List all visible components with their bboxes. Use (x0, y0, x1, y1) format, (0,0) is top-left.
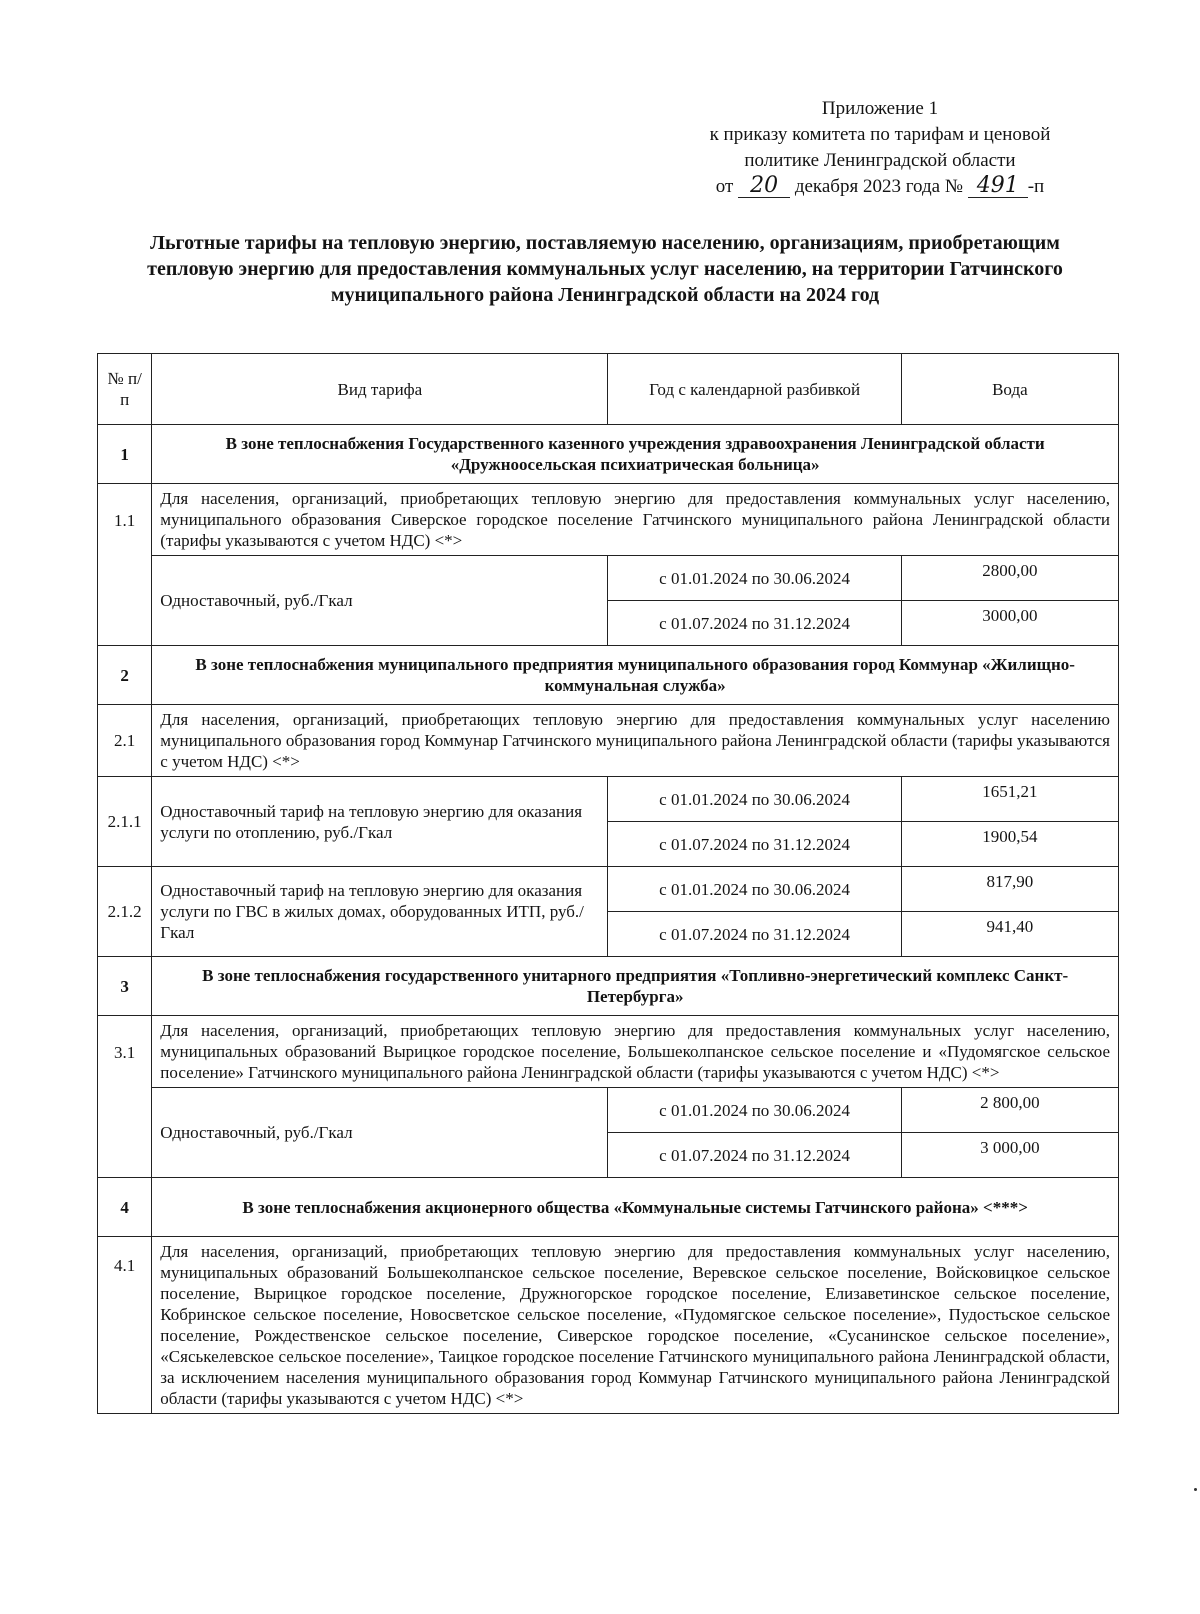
document-title: Льготные тарифы на тепловую энергию, поставляемую населению, организациям, приобретающим тепловую энергию для предоставления коммунальных услуг населению, на территории Гатчинского муниципального района Ленинградской области на 2024 год (147, 232, 1063, 306)
subsection-description: Для населения, организаций, приобретающих тепловую энергию для предоставления коммунальных услуг населению, муниципальных образований Вырицкое городское поселение, Большеколпанское сельское поселение и «Пудомягское сельское поселение» Гатчинского муниципального района Ленинградской области (тарифы указываются с учетом НДС) <*> (152, 1016, 1119, 1088)
appendix-date-line (640, 174, 1120, 200)
tariff-kind: Одноставочный тариф на тепловую энергию для оказания услуги по отоплению, руб./Гкал (152, 777, 608, 867)
appendix-committee: политике Ленинградской области (744, 150, 1016, 171)
tariff-value: 817,90 (901, 867, 1118, 912)
handwritten-day: 20 (738, 175, 790, 198)
subsection-description: Для населения, организаций, приобретающих тепловую энергию для предоставления коммунальных услуг населению, муниципального образования Сиверское городское поселение Гатчинского муниципального района Ленинградской области (тарифы указываются с учетом НДС) <*> (152, 484, 1119, 556)
tariff-period: с 01.01.2024 по 30.06.2024 (608, 1088, 901, 1133)
tariff-row (98, 556, 1119, 601)
tariff-row (98, 777, 1119, 822)
subsection-num: 3.1 (98, 1016, 152, 1178)
zone-title: В зоне теплоснабжения государственного унитарного предприятия «Топливно-энергетический комплекс Санкт-Петербурга» (152, 957, 1119, 1016)
zone-num: 3 (98, 957, 152, 1016)
tariff-value: 2800,00 (901, 556, 1118, 601)
tariff-period: с 01.01.2024 по 30.06.2024 (608, 867, 901, 912)
subsection-row (98, 1237, 1119, 1414)
tariff-kind: Одноставочный тариф на тепловую энергию для оказания услуги по ГВС в жилых домах, оборудованных ИТП, руб./Гкал (152, 867, 608, 957)
subsection-row (98, 705, 1119, 777)
subsection-row (98, 1016, 1119, 1088)
tariff-period: с 01.07.2024 по 31.12.2024 (608, 1133, 901, 1178)
zone-title: В зоне теплоснабжения акционерного общества «Коммунальные системы Гатчинского района» <***> (152, 1178, 1119, 1237)
subsection-description: Для населения, организаций, приобретающих тепловую энергию для предоставления коммунальных услуг населению муниципального образования город Коммунар Гатчинского муниципального района Ленинградской области (тарифы указываются с учетом НДС) <*> (152, 705, 1119, 777)
zone-row (98, 425, 1119, 484)
subsection-row (98, 484, 1119, 556)
appendix-header (640, 96, 1120, 200)
order-suffix: -п (1027, 176, 1045, 197)
tariff-table (97, 353, 1119, 1414)
tariff-value: 1900,54 (901, 822, 1118, 867)
tariff-period: с 01.07.2024 по 31.12.2024 (608, 912, 901, 957)
tariff-num: 2.1.1 (98, 777, 152, 867)
tariff-row (98, 1088, 1119, 1133)
subsection-num: 1.1 (98, 484, 152, 646)
tariff-period: с 01.01.2024 по 30.06.2024 (608, 556, 901, 601)
date-prefix: от (715, 176, 734, 197)
tariff-value: 3 000,00 (901, 1133, 1118, 1178)
date-middle: декабря 2023 года № (794, 176, 963, 197)
tariff-period: с 01.07.2024 по 31.12.2024 (608, 601, 901, 646)
zone-num: 4 (98, 1178, 152, 1237)
zone-row (98, 646, 1119, 705)
header-kind: Вид тарифа (152, 354, 608, 425)
appendix-title: Приложение 1 (821, 98, 939, 119)
zone-num: 2 (98, 646, 152, 705)
tariff-period: с 01.01.2024 по 30.06.2024 (608, 777, 901, 822)
tariff-kind: Одноставочный, руб./Гкал (152, 556, 608, 646)
tariff-value: 3000,00 (901, 601, 1118, 646)
subsection-num: 2.1 (98, 705, 152, 777)
scan-speck (1194, 1488, 1197, 1491)
tariff-value: 941,40 (901, 912, 1118, 957)
header-num: № п/п (98, 354, 152, 425)
tariff-value: 1651,21 (901, 777, 1118, 822)
tariff-row (98, 867, 1119, 912)
handwritten-order-number: 491 (968, 175, 1028, 198)
appendix-order-ref: к приказу комитета по тарифам и ценовой (709, 124, 1051, 145)
zone-num: 1 (98, 425, 152, 484)
zone-title: В зоне теплоснабжения Государственного казенного учреждения здравоохранения Ленинградской области «Дружноосельская психиатрическая больница» (152, 425, 1119, 484)
tariff-kind: Одноставочный, руб./Гкал (152, 1088, 608, 1178)
tariff-period: с 01.07.2024 по 31.12.2024 (608, 822, 901, 867)
zone-title: В зоне теплоснабжения муниципального предприятия муниципального образования город Коммунар «Жилищно-коммунальная служба» (152, 646, 1119, 705)
tariff-num: 2.1.2 (98, 867, 152, 957)
table-header-row (98, 354, 1119, 425)
zone-row (98, 957, 1119, 1016)
subsection-description: Для населения, организаций, приобретающих тепловую энергию для предоставления коммунальных услуг населению, муниципальных образований Большеколпанское сельское поселение, Веревское сельское поселение, Войсковицкое сельское поселение, Вырицкое городское поселение, Дружногорское городское поселение, Елизаветинское сельское поселение, Кобринское сельское поселение, Новосветское сельское поселение, «Пудомягское сельское поселение», Пудостьское сельское поселение, Рождественское сельское поселение, Сиверское городское поселение, «Сусанинское сельское поселение», «Сяськелевское сельское поселение», Таицкое городское поселение Гатчинского муниципального района Ленинградской области, за исключением населения муниципального образования город Коммунар Гатчинского муниципального района Ленинградской области (тарифы указываются с учетом НДС) <*> (152, 1237, 1119, 1414)
header-value: Вода (901, 354, 1118, 425)
subsection-num: 4.1 (98, 1237, 152, 1414)
tariff-value: 2 800,00 (901, 1088, 1118, 1133)
header-period: Год с календарной разбивкой (608, 354, 901, 425)
zone-row (98, 1178, 1119, 1237)
